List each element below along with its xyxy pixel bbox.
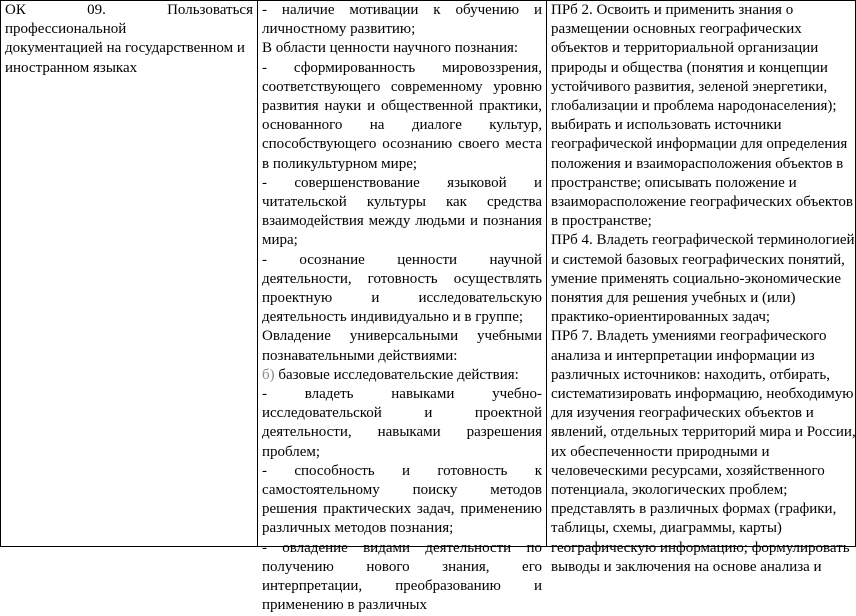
text-line: различных источников: находить, отбирать,: [551, 366, 830, 383]
paragraph: В области ценности научного познания:: [262, 40, 519, 57]
text-line: анализа и интерпретации информации из: [551, 347, 815, 364]
text-line: географическую информацию; формулировать: [551, 539, 850, 556]
table-row: [1, 1, 856, 547]
text-line: ПРб 7. Владеть умениями географического: [551, 328, 827, 345]
text-line: и системой базовых географических понятий,: [551, 251, 845, 268]
text-line: представлять в различных формах (графики,: [551, 501, 837, 518]
text-line: для изучения географических объектов и: [551, 405, 814, 422]
text-line: положения и взаиморасположения объектов в: [551, 155, 844, 172]
text-line: объектов и территориальной организации: [551, 40, 819, 57]
text-line: умение применять социально-экономические: [551, 270, 841, 287]
competency-text: ОК 09. Пользоваться профессиональной документацией на государственном и иностранном языках: [5, 2, 253, 76]
paragraph: - наличие мотивации к обучению и личностному развитию;: [262, 2, 542, 38]
text-line: размещении основных географических: [551, 21, 802, 38]
text-line: природы и общества (понятия и концепции: [551, 59, 828, 76]
text-line: потенциала, экологических проблем;: [551, 482, 788, 499]
text-line: понятия для решения учебных и (или): [551, 290, 796, 307]
text-line: явлений, отдельных территорий мира и России,: [551, 424, 856, 441]
text-line: человеческими ресурсами, хозяйственного: [551, 462, 825, 479]
competency-code-cell: [1, 1, 258, 547]
subject-results-cell: [547, 1, 856, 575]
text-line: устойчивого развития, зеленой энергетики,: [551, 78, 828, 95]
paragraph: - овладение видами деятельности по получению нового знания, его интерпретации, преобразованию и применению в различных: [262, 539, 542, 614]
paragraph: - совершенствование языковой и читательской культуры как средства взаимодействия между людьми и познания мира;: [262, 174, 542, 249]
text-line: выводы и заключения на основе анализа и: [551, 558, 822, 575]
text-line: ПРб 4. Владеть географической терминологией: [551, 232, 855, 249]
text-line: практико-ориентированных задач;: [551, 309, 771, 326]
text-line: выбирать и использовать источники: [551, 117, 782, 134]
paragraph: - осознание ценности научной деятельности, готовность осуществлять проектную и исследовательскую деятельность индивидуально и в группе;: [262, 251, 542, 326]
personal-results-cell: [258, 1, 547, 614]
paragraph: - сформированность мировоззрения, соответствующего современному уровню развития науки и общественной практики, основанного на диалоге культур, способствующего осознанию своего места в поликультурном мире;: [262, 59, 542, 172]
text-line: их обеспеченности природными и: [551, 443, 770, 460]
text-line: ПРб 2. Освоить и применить знания о: [551, 2, 794, 18]
text-line: взаиморасположение географических объектов: [551, 194, 853, 211]
paragraph: б) базовые исследовательские действия:: [262, 366, 519, 383]
text-line: географической информации для определения: [551, 136, 848, 153]
paragraph: - владеть навыками учебно-исследовательской и проектной деятельности, навыками разрешения проблем;: [262, 386, 542, 460]
text-line: в пространстве;: [551, 213, 652, 230]
list-marker: б): [262, 366, 275, 383]
paragraph: Овладение универсальными учебными познавательными действиями:: [262, 328, 542, 364]
text-line: глобализации и проблема народонаселения);: [551, 98, 837, 115]
paragraph: - способность и готовность к самостоятельному поиску методов решения практических задач, применению различных методов познания;: [262, 462, 542, 537]
text-line: пространстве; описывать положение и: [551, 174, 797, 191]
text-line: таблицы, схемы, диаграммы, карты): [551, 520, 782, 537]
text-line: систематизировать информацию, необходимую: [551, 386, 854, 403]
